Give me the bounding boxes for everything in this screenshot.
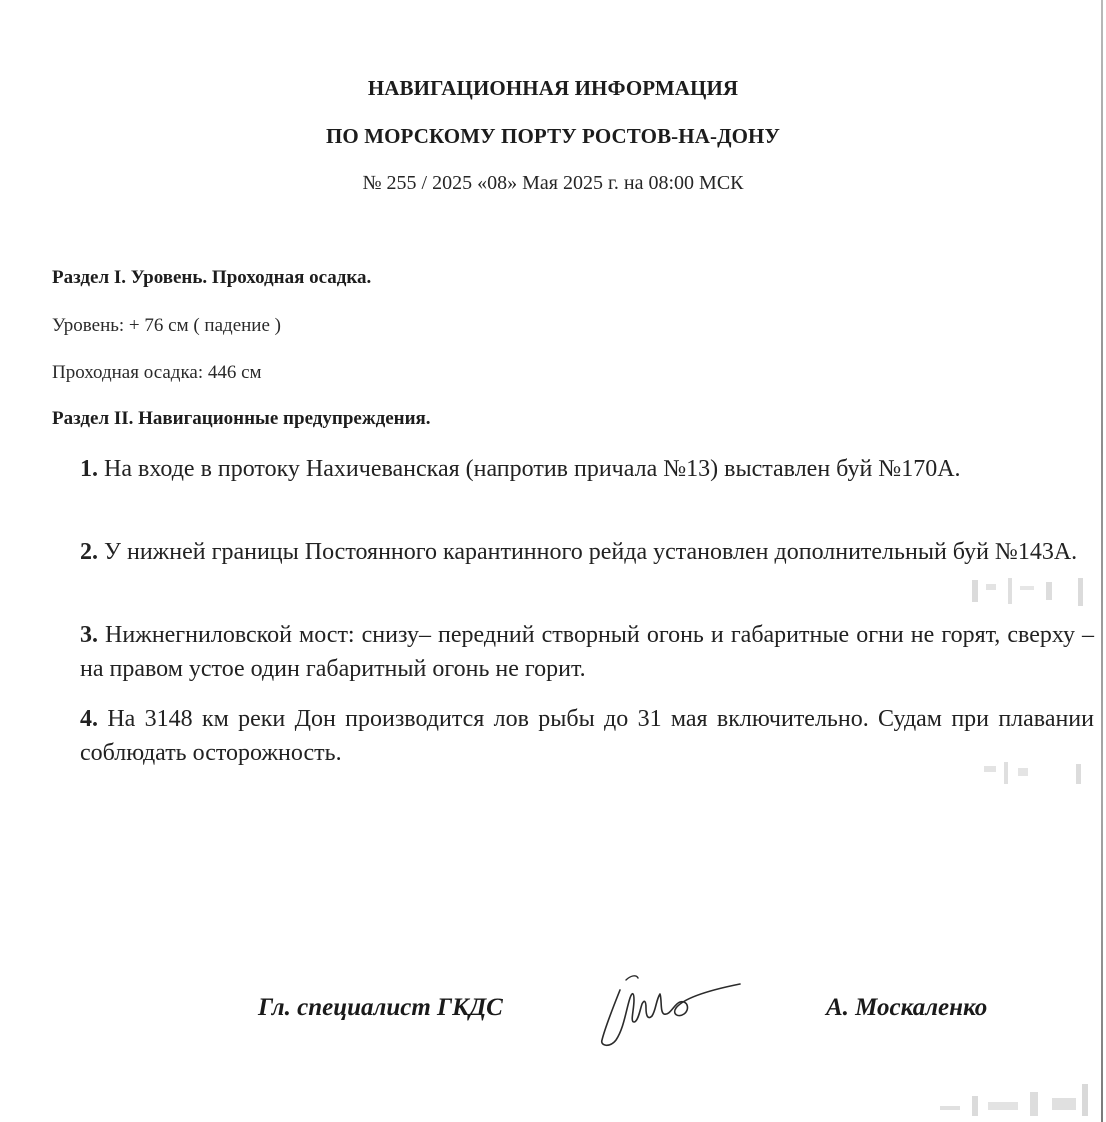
document-title-line-2: ПО МОРСКОМУ ПОРТУ РОСТОВ-НА-ДОНУ <box>325 124 780 148</box>
warning-item-4 <box>80 702 1094 770</box>
warning-text: На входе в протоку Нахичеванская (напротив причала №13) выставлен буй №170А. <box>98 456 961 482</box>
document-number-date: № 255 / 2025 «08» Мая 2025 г. на 08:00 МСК <box>362 172 744 194</box>
scan-artifact <box>968 574 1098 610</box>
scan-edge <box>1101 0 1103 1122</box>
document-title-line-1: НАВИГАЦИОННАЯ ИНФОРМАЦИЯ <box>367 76 739 100</box>
warning-text: На 3148 км реки Дон производится лов рыбы до 31 мая включительно. Судам при плавании соблюдать осторожность. <box>80 706 1094 766</box>
handwritten-signature-icon <box>590 970 750 1052</box>
warning-item-1 <box>80 452 1094 486</box>
section-2-heading: Раздел II. Навигационные предупреждения. <box>52 408 431 429</box>
warning-number: 4. <box>80 706 98 732</box>
warning-number: 3. <box>80 622 98 648</box>
warning-text: Нижнегниловской мост: снизу– передний створный огонь и габаритные огни не горят, сверху – на правом устое один габаритный огонь не горит. <box>80 622 1094 682</box>
signatory-name: А. Москаленко <box>826 994 988 1021</box>
warning-item-3 <box>80 618 1094 686</box>
water-level: Уровень: + 76 см ( падение ) <box>52 315 281 336</box>
section-1-heading: Раздел I. Уровень. Проходная осадка. <box>52 267 372 288</box>
signatory-position: Гл. специалист ГКДС <box>258 994 503 1021</box>
warning-item-2 <box>80 535 1094 569</box>
scan-artifact <box>936 1078 1096 1118</box>
warning-number: 2. <box>80 539 98 565</box>
warning-text: У нижней границы Постоянного карантинного рейда установлен дополнительный буй №143А. <box>98 539 1078 565</box>
passage-draft: Проходная осадка: 446 см <box>52 362 262 383</box>
scan-artifact <box>978 758 1096 790</box>
warning-number: 1. <box>80 456 98 482</box>
